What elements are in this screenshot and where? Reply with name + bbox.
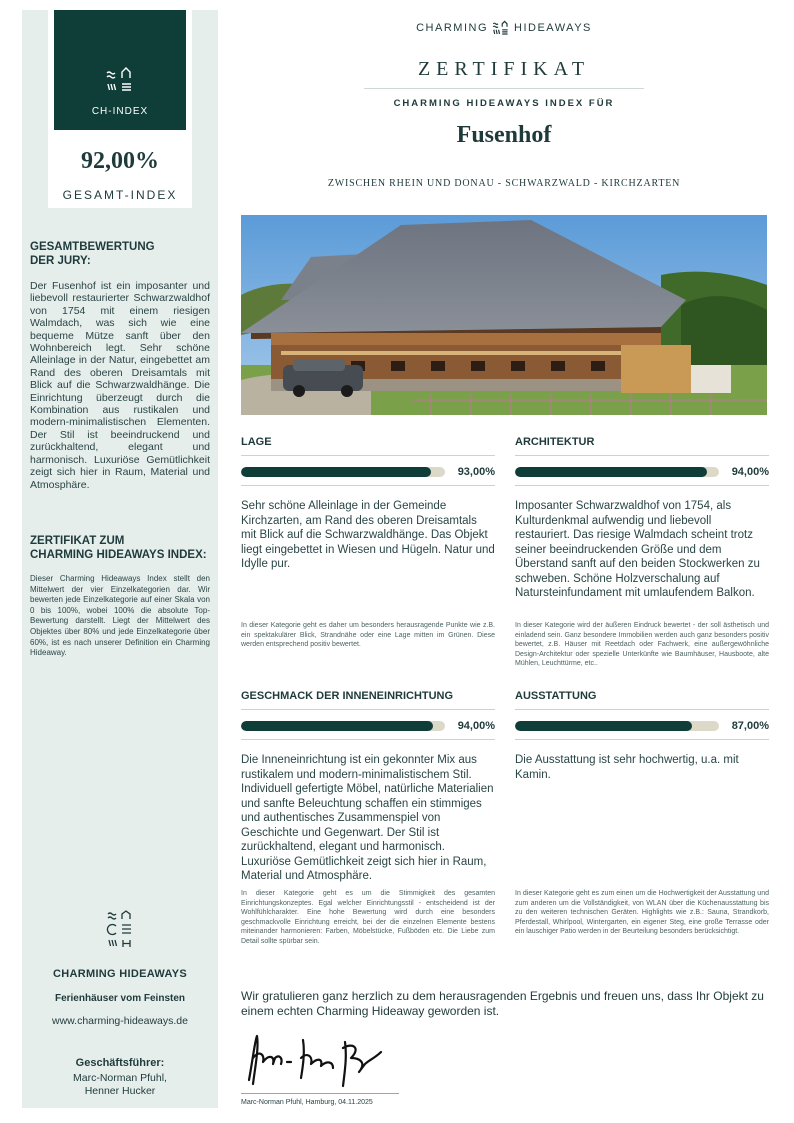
category-note: In dieser Kategorie geht es zum einen um die Hochwertigkeit der Ausstattung und zum anderen um die Vollständigkeit, von WLAN über die Küchenausstattung bis zu den weiteren technischen Geräten. Highlights wie z.B.: Sauna, Strandkorb, Pferdestall, Whirlpool, Wintergarten, ein eigener Steg, eine große Terrasse oder ein lauschiger Patio werden in der Beurteilung besonders berücksichtigt. — [515, 890, 769, 936]
footer-gf-names — [22, 1072, 218, 1098]
category-note: In dieser Kategorie geht es um die Stimmigkeit des gesamten Einrichtungskonzeptes. Egal welcher Einrichtungsstil - entscheidend ist der Wohlfühlcharakter. Eine hohe Bewertung wird durch eine besonders geschmackvolle Einrichtung erreicht, bei der die einzelnen Elemente bestens miteinander harmonieren: Farben, Möbelstücke, Fußböden etc. Die Liebe zum Detail sollte spürbar sein. — [241, 890, 495, 945]
footer-logo — [22, 910, 218, 959]
charming-hideaways-logo-icon — [492, 20, 510, 36]
score-bar-row — [515, 465, 769, 479]
score-value: 87,00% — [731, 720, 769, 732]
score-bar-fill — [515, 721, 692, 731]
category-title: LAGE — [241, 436, 495, 456]
score-bar-row — [515, 719, 769, 733]
score-value: 94,00% — [457, 720, 495, 732]
category-text: Sehr schöne Alleinlage in der Gemeinde Kirchzarten, am Rand des oberen Dreisamtals mit Blick auf die Schwarzwaldhänge. Das Objekt liegt eingebettet in Wiesen und Hügeln. Natur und Idylle pur. — [241, 500, 495, 570]
category-text: Imposanter Schwarzwaldhof von 1754, als Kulturdenkmal aufwendig und liebevoll restauriert. Das riesige Walmdach scheint trotz seiner beeindruckenden Größe und dem Überstand sanft auf den beiden Stockwerken zu schweben. Schöne Holzverschalung auf Natursteinfundament mit umlaufendem Balkon. — [515, 500, 760, 599]
score-bar-track — [241, 467, 445, 477]
category-title: GESCHMACK DER INNENEINRICHTUNG — [241, 690, 495, 710]
category-ausstattung — [515, 690, 769, 936]
category-lage — [241, 436, 495, 649]
index-card — [48, 10, 192, 208]
score-bar-fill — [515, 467, 707, 477]
cert-heading-line2: CHARMING HIDEAWAYS INDEX: — [30, 549, 207, 561]
page-title: ZERTIFIKAT — [417, 58, 591, 80]
category-note: In dieser Kategorie wird der äußeren Eindruck bewertet - der soll ästhetisch und einladend sein. Ganz besondere Immobilien werden auch ganz besonders positiv bewertet, z.B. Häuser mit Reetdach oder Fachwerk, eine außergewöhnliche Design-Architektur oder spezielle Unterkünfte wie Baumhäuser, Hausboote, alte Mühlen, Leuchttürme, etc.. — [515, 622, 769, 668]
cert-heading — [30, 534, 210, 562]
property-name: Fusenhof — [456, 122, 552, 148]
brand-left: CHARMING — [416, 22, 488, 34]
jury-heading-line1: GESAMTBEWERTUNG — [30, 241, 155, 253]
category-inneneinrichtung — [241, 690, 495, 945]
footer-website-link[interactable]: www.charming-hideaways.de — [52, 1015, 188, 1027]
index-value: 92,00% — [81, 148, 159, 174]
jury-heading-line2: DER JURY: — [30, 255, 91, 267]
category-title: AUSSTATTUNG — [515, 690, 769, 710]
footer-tagline: Ferienhäuser vom Feinsten — [54, 993, 186, 1004]
signature-line — [241, 1093, 399, 1094]
gf-name-1: Marc-Norman Pfuhl, — [73, 1072, 167, 1084]
category-text: Die Ausstattung ist sehr hochwertig, u.a. mit Kamin. — [515, 754, 739, 781]
signature — [241, 1028, 401, 1090]
property-photo — [241, 215, 767, 415]
charming-hideaways-logo-icon — [105, 66, 135, 96]
score-bar-fill — [241, 721, 433, 731]
index-badge — [54, 10, 186, 130]
score-value: 94,00% — [731, 466, 769, 478]
score-bar-track — [515, 721, 719, 731]
cert-heading-line1: ZERTIFIKAT ZUM — [30, 535, 125, 547]
property-location: ZWISCHEN RHEIN UND DONAU - SCHWARZWALD - KIRCHZARTEN — [327, 178, 681, 189]
category-divider — [515, 485, 769, 486]
score-bar-fill — [241, 467, 431, 477]
category-title: ARCHITEKTUR — [515, 436, 769, 456]
brand-right: HIDEAWAYS — [514, 22, 592, 34]
footer-brand: CHARMING HIDEAWAYS — [53, 968, 187, 980]
congratulations-text: Wir gratulieren ganz herzlich zu dem herausragenden Ergebnis und freuen uns, dass Ihr Objekt zu einem echten Charming Hideaway geworden ist. — [241, 989, 764, 1018]
sidebar — [22, 10, 218, 1108]
signature-caption: Marc-Norman Pfuhl, Hamburg, 04.11.2025 — [241, 1099, 373, 1106]
cert-text: Dieser Charming Hideaways Index stellt den Mittelwert der vier Einzelkategorien dar. Wir bewerten jede Einzelkategorie auf einer Skala von 0 bis 100%, wobei 100% die absolute Top-Bewertung darstellt. Liegt der Mittelwert des Objektes über 80% und jede Einzelkategorie über 60%, ist es nach unserer Definition ein Charming Hideaway. — [30, 574, 210, 658]
score-bar-row — [241, 719, 495, 733]
score-bar-track — [241, 721, 445, 731]
gf-name-2: Henner Hucker — [84, 1085, 156, 1097]
category-note: In dieser Kategorie geht es daher um besonders herausragende Punkte wie z.B. ein spektakulärer Blick, Strandnähe oder eine Lage mitten im Grünen. Diese werden entsprechend positiv bewertet. — [241, 622, 495, 649]
category-divider — [241, 739, 495, 740]
title-divider — [364, 88, 644, 89]
category-divider — [241, 485, 495, 486]
jury-heading — [30, 240, 210, 268]
charming-hideaways-logo-icon — [106, 910, 134, 954]
category-architektur — [515, 436, 769, 668]
score-value: 93,00% — [457, 466, 495, 478]
score-bar-track — [515, 467, 719, 477]
index-for: CHARMING HIDEAWAYS INDEX FÜR — [393, 98, 615, 109]
index-sub: GESAMT-INDEX — [62, 188, 178, 202]
jury-text: Der Fusenhof ist ein imposanter und liebevoll restaurierter Schwarzwaldhof von 1754 mit einem riesigen Walmdach, was sich wie eine bequeme Mütze sanft über den Wohnbereich legt. Sehr schöne Alleinlage in der Natur, eingebettet am Rand des oberen Dreisamtals mit Blick auf die Schwarzwaldhänge. Die Einrichtung überzeugt durch die Kombination aus rustikalen und modern-minimalistischen Elementen. Der Stil ist beeindruckend und zurückhaltend, elegant und harmonisch. Luxuriöse Gemütlichkeit zeigt sich hier in Raum, Material und Atmosphäre. — [30, 280, 210, 491]
footer-gf-label: Geschäftsführer: — [75, 1057, 165, 1069]
category-divider — [515, 739, 769, 740]
top-brand — [364, 20, 644, 36]
category-text: Die Inneneinrichtung ist ein gekonnter Mix aus rustikalem und modern-minimalistischem Stil. Individuell gefertigte Möbel, natürliche Materialien und sanfte Beleuchtung schaffen ein stimmiges und authentisches Zusammenspiel von Geschichte und Gegenwart. Der Stil ist zurückhaltend, elegant und harmonisch. Luxuriöse Gemütlichkeit zeigt sich hier in Raum, Material und Atmosphäre. — [241, 754, 494, 882]
score-bar-row — [241, 465, 495, 479]
index-label: CH-INDEX — [91, 106, 149, 117]
